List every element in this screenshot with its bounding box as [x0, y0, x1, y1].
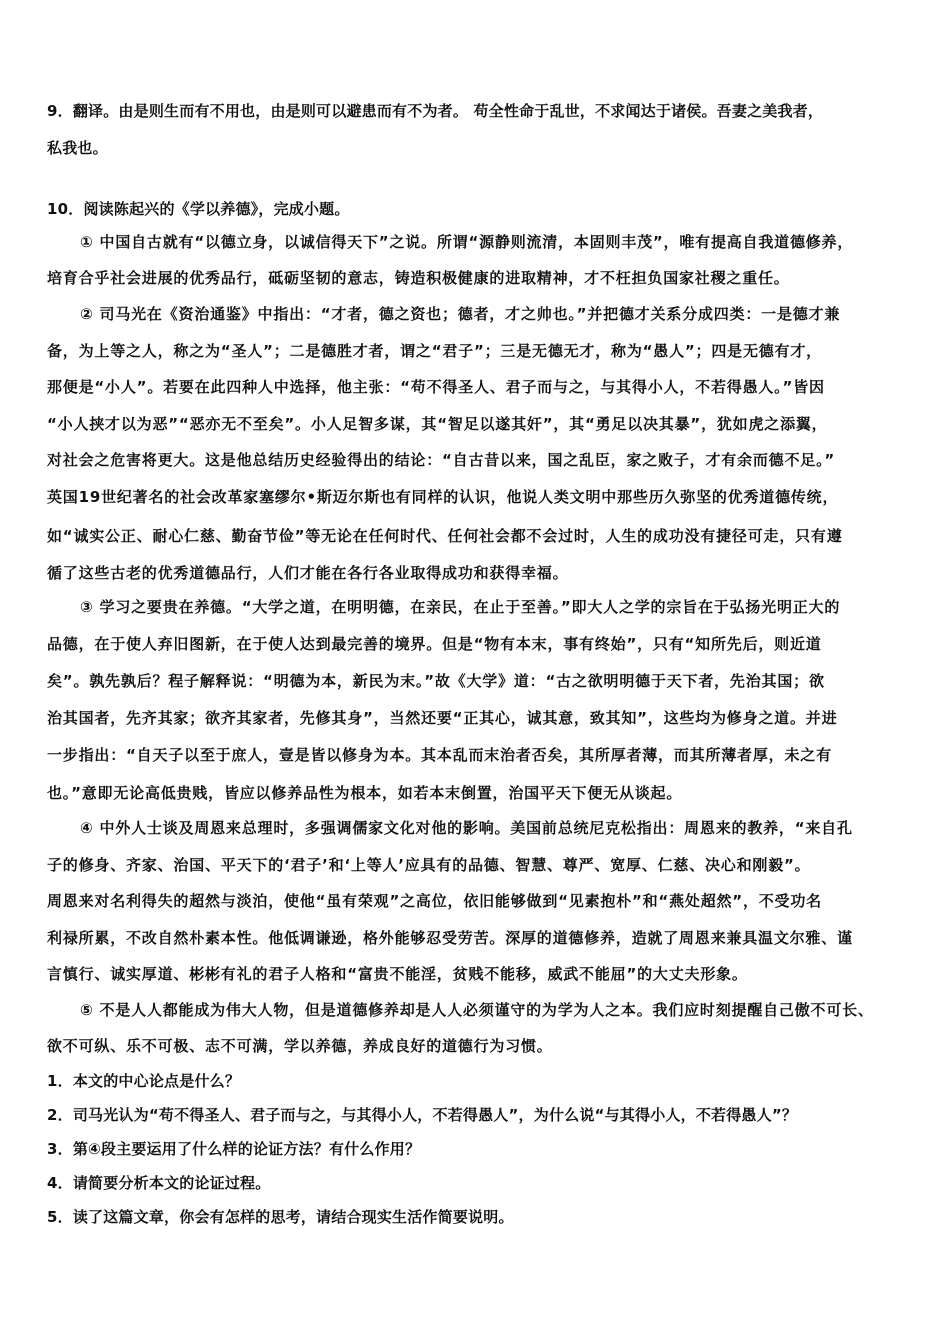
passage-line: 品德，在于使人弃旧图新，在于使人达到最完善的境界。但是“物有本末，事有终始”，只有“知所先后，则近道 [47, 635, 822, 653]
passage-line: 循了这些古老的优秀道德品行，人们才能在各行各业取得成功和获得幸福。 [47, 564, 569, 582]
passage-line: 言慎行、诚实厚道、彬彬有礼的君子人格和“富贵不能淫，贫贱不能移，威武不能屈”的大丈夫形象。 [47, 965, 748, 983]
passage-line: 那便是“小人”。若要在此四种人中选择，他主张：“苟不得圣人、君子而与之，与其得小人，不若得愚人。”皆因 [47, 378, 825, 396]
passage-line: 英国19世纪著名的社会改革家塞缪尔•斯迈尔斯也有同样的认识，他说人类文明中那些历久弥坚的优秀道德传统， [47, 488, 839, 506]
passage-line: ② 司马光在《资治通鉴》中指出：“才者，德之资也；德者，才之帅也。”并把德才关系分成四类：一是德才兼 [80, 305, 841, 323]
passage-line: 培育合乎社会进展的优秀品行，砥砺坚韧的意志，铸造积极健康的进取精神，才不枉担负国家社稷之重任。 [47, 269, 790, 287]
passage-line: ④ 中外人士谈及周恩来总理时，多强调儒家文化对他的影响。美国前总统尼克松指出：周恩来的教养，“来自孔 [80, 819, 853, 837]
q10-title: 10．阅读陈起兴的《学以养德》，完成小题。 [47, 200, 350, 218]
passage-line: 矣”。孰先孰后？程子解释说：“明德为本，新民为末。”故《大学》道：“古之欲明明德于天下者，先治其国；欲 [47, 672, 825, 690]
passage-line: 也。”意即无论高低贵贱，皆应以修养品性为根本，如若本末倒置，治国平天下便无从谈起。 [47, 784, 683, 802]
passage-line: 治其国者，先齐其家；欲齐其家者，先修其身”，当然还要“正其心，诚其意，致其知”，这些均为修身之道。并进 [47, 709, 838, 727]
sub-question-3: 3．第④段主要运用了什么样的论证方法？有什么作用？ [47, 1140, 421, 1158]
passage-line: ⑤ 不是人人都能成为伟大人物，但是道德修养却是人人必须谨守的为学为人之本。我们应时刻提醒自己傲不可长、 [80, 1001, 874, 1019]
passage-line: ③ 学习之要贵在养德。“大学之道，在明明德，在亲民，在止于至善。”即大人之学的宗旨在于弘扬光明正大的 [80, 598, 841, 616]
passage-line: 如“诚实公正、耐心仁慈、勤奋节俭”等无论在任何时代、任何社会都不会过时，人生的成功没有捷径可走，只有遵 [47, 527, 843, 545]
sub-question-2: 2．司马光认为“苟不得圣人、君子而与之，与其得小人，不若得愚人”，为什么说“与其得小人，不若得愚人”？ [47, 1106, 798, 1124]
passage-line: 周恩来对名利得失的超然与淡泊，使他“虽有荣观”之高位，依旧能够做到“见素抱朴”和“燕处超然”，不受功名 [47, 892, 822, 910]
sub-question-4: 4．请简要分析本文的论证过程。 [47, 1174, 271, 1192]
passage-line: 欲不可纵、乐不可极、志不可满，学以养德，养成良好的道德行为习惯。 [47, 1037, 553, 1055]
passage-line: ① 中国自古就有“以德立身，以诚信得天下”之说。所谓“源静则流清，本固则丰茂”，唯有提高自我道德修养， [80, 233, 854, 251]
q9-line-1: 9．翻译。由是则生而有不用也，由是则可以避患而有不为者。 苟全性命于乱世，不求闻达于诸侯。吾妻之美我者， [47, 102, 824, 120]
passage-line: 子的修身、齐家、治国、平天下的‘君子’和‘上等人’应具有的品德、智慧、尊严、宽厚、仁慈、决心和刚毅”。 [47, 856, 811, 874]
passage-line: 利禄所累，不改自然朴素本性。他低调谦逊，格外能够忍受劳苦。深厚的道德修养，造就了周恩来兼具温文尔雅、谨 [47, 929, 853, 947]
q9-line-2: 私我也。 [47, 139, 108, 157]
passage-line: “小人挟才以为恶”“恶亦无不至矣”。小人足智多谋，其“智足以遂其奸”，其“勇足以决其暴”，犹如虎之添翼， [47, 415, 828, 433]
passage-line: 备，为上等之人，称之为“圣人”；二是德胜才者，谓之“君子”；三是无德无才，称为“愚人”；四是无德有才， [47, 342, 822, 360]
passage-line: 对社会之危害将更大。这是他总结历史经验得出的结论：“自古昔以来，国之乱臣，家之败子，才有余而德不足。” [47, 451, 836, 469]
sub-question-1: 1．本文的中心论点是什么？ [47, 1072, 241, 1090]
sub-question-5: 5．读了这篇文章，你会有怎样的思考，请结合现实生活作简要说明。 [47, 1208, 514, 1226]
passage-line: 一步指出：“自天子以至于庶人，壹是皆以修身为本。其本乱而末治者否矣，其所厚者薄，而其所薄者厚，未之有 [47, 746, 832, 764]
